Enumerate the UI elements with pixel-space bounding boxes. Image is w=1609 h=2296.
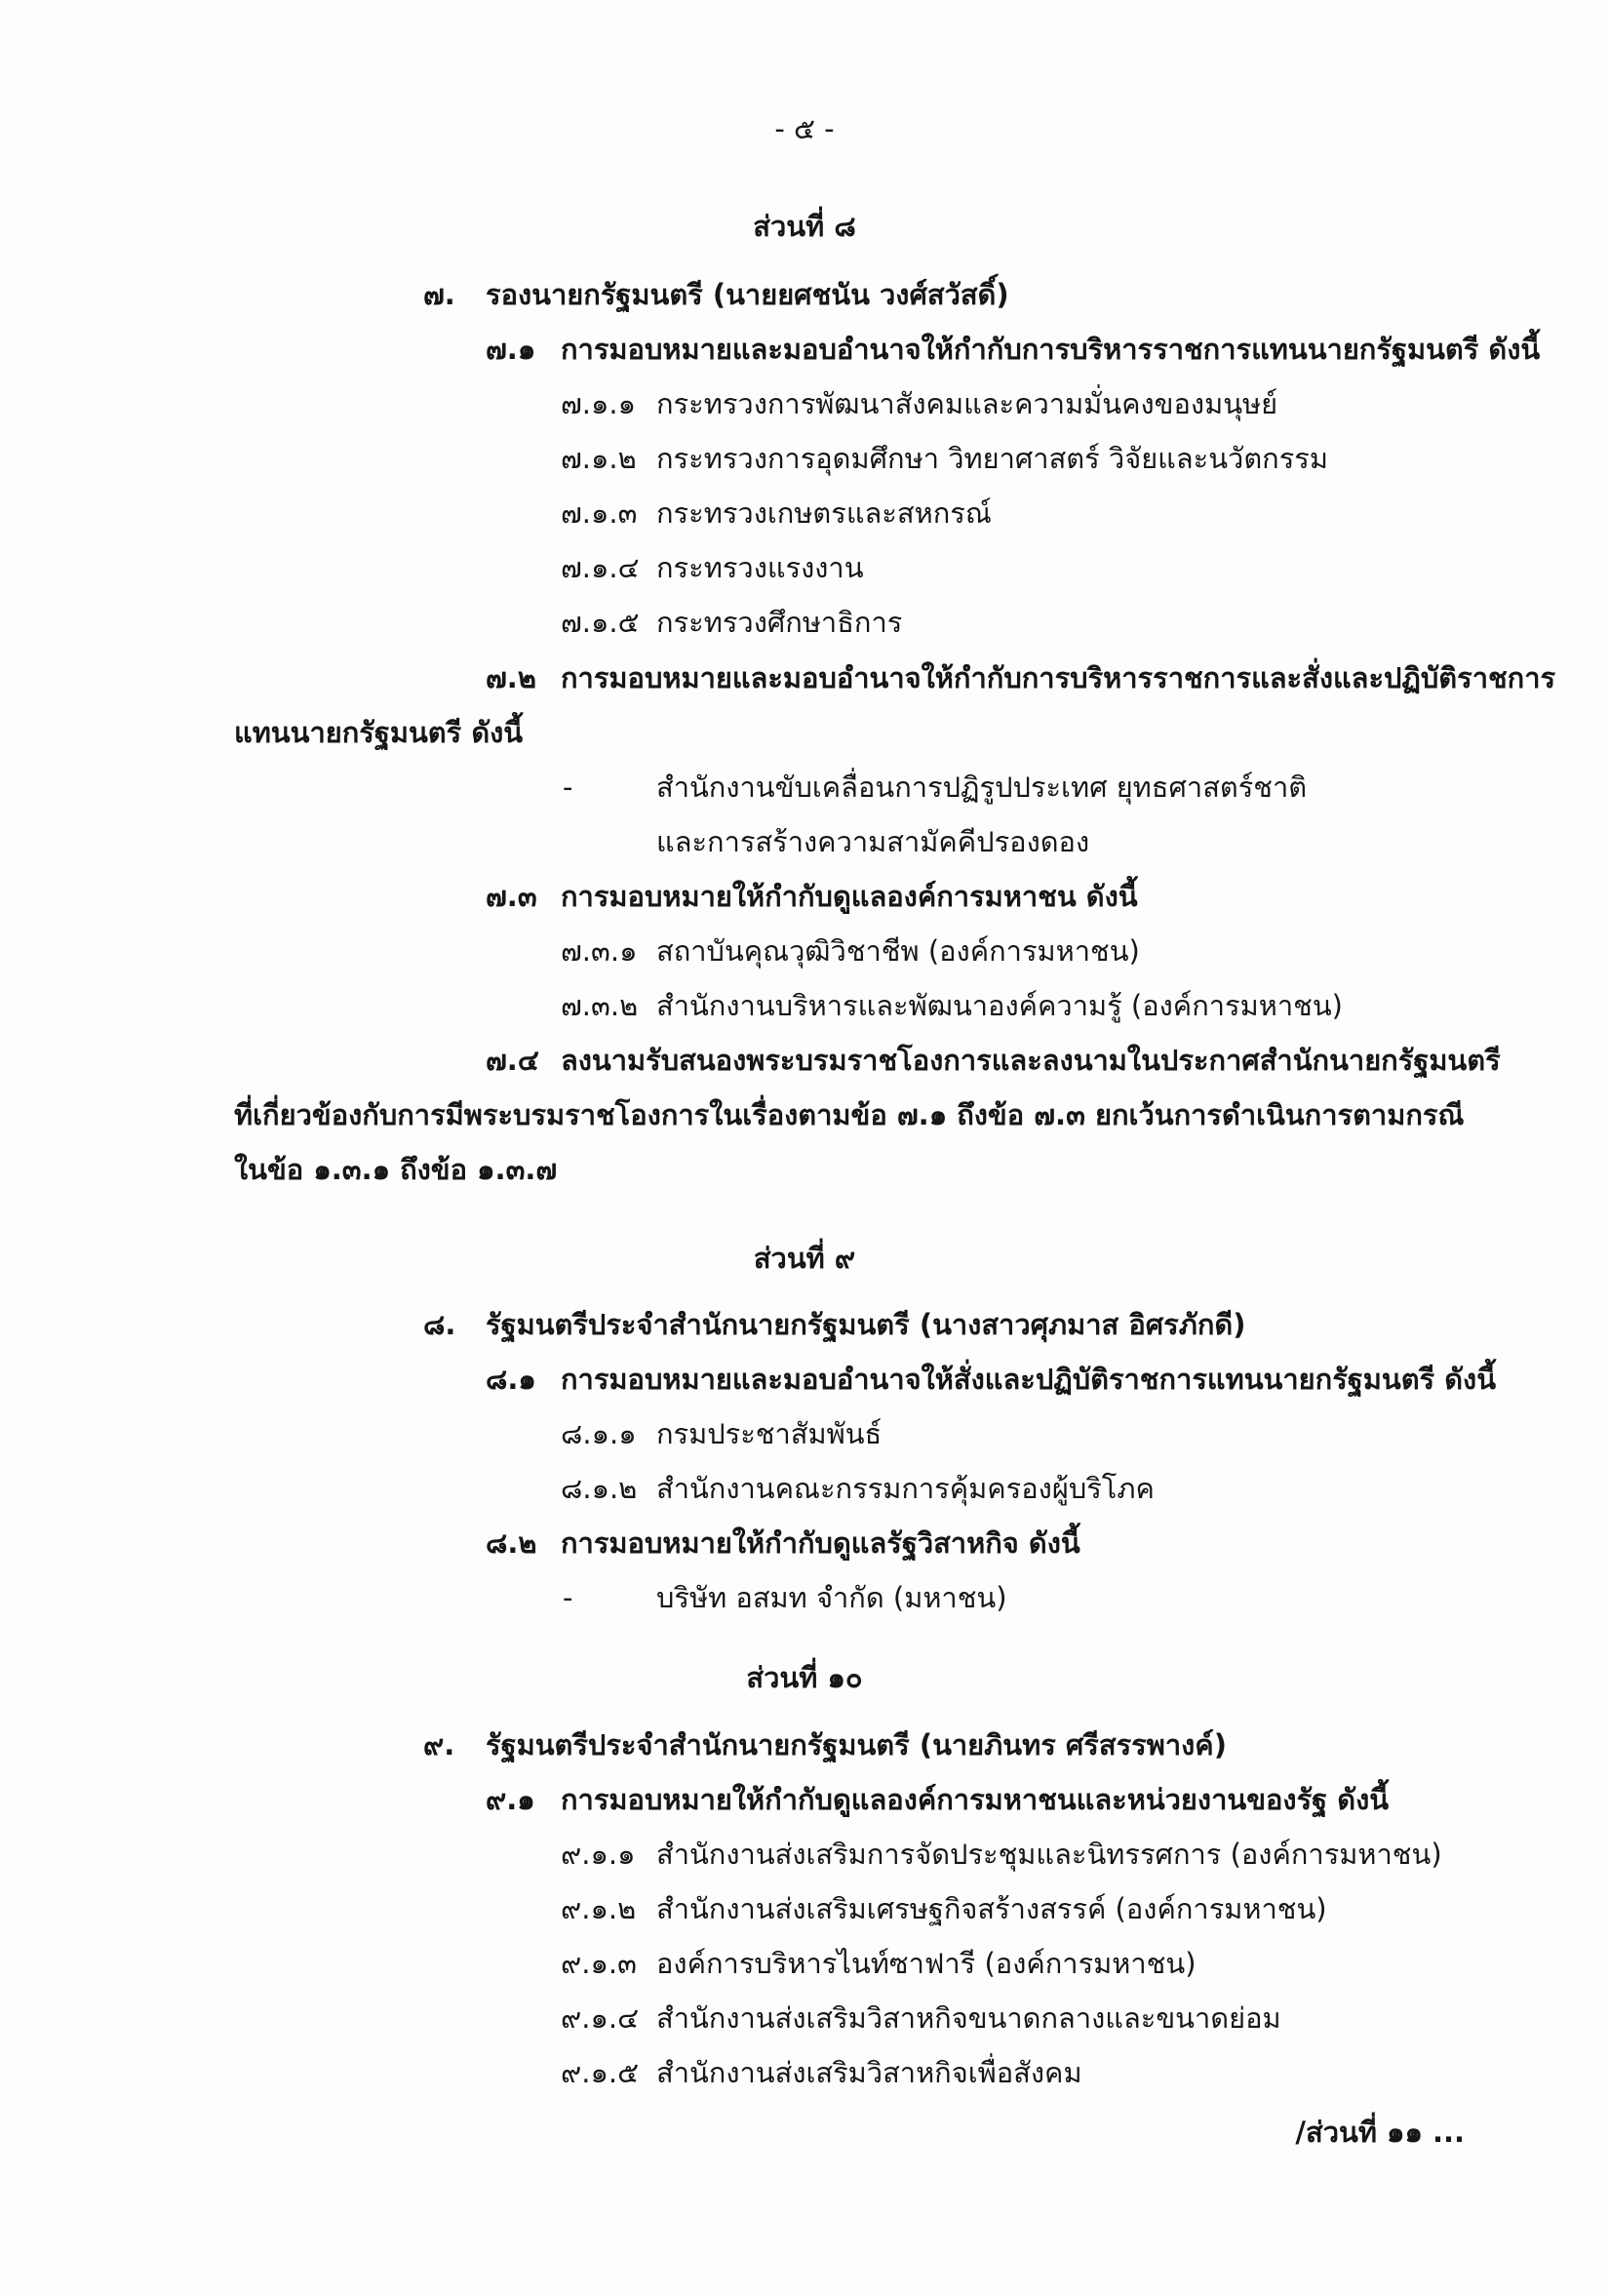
item-heading — [0, 877, 1609, 916]
item-text: การมอบหมายและมอบอำนาจให้กำกับการบริหารราชการแทนนายกรัฐมนตรี ดังนี้ — [561, 333, 1541, 366]
sub-item-number: ๗.๓.๑ — [561, 934, 638, 968]
sub-item-text: กระทรวงการพัฒนาสังคมและความมั่นคงของมนุษย์ — [656, 387, 1278, 420]
item-number: ๗.๑ — [486, 333, 536, 366]
sub-item — [0, 1414, 1609, 1453]
dash-item-text: บริษัท อสมท จำกัด (มหาชน) — [656, 1581, 1007, 1614]
sub-item-text: กระทรวงการอุดมศึกษา วิทยาศาสตร์ วิจัยและนวัตกรรม — [656, 442, 1328, 475]
minister-heading — [0, 1305, 1609, 1344]
sub-item-text: สำนักงานส่งเสริมเศรษฐกิจสร้างสรรค์ (องค์การมหาชน) — [656, 1892, 1327, 1925]
minister-title: รองนายกรัฐมนตรี (นายยศชนัน วงศ์สวัสดิ์) — [486, 278, 1009, 311]
item-number: ๘.๑ — [486, 1363, 536, 1396]
minister-number: ๗. — [423, 278, 455, 311]
sub-item-number: ๙.๑.๔ — [561, 2001, 640, 2035]
sub-item — [0, 603, 1609, 642]
dash-bullet: - — [563, 1581, 573, 1614]
item-heading — [0, 1780, 1609, 1819]
minister-title: รัฐมนตรีประจำสำนักนายกรัฐมนตรี (นายภินทร ศรีสรรพางค์) — [486, 1728, 1227, 1762]
sub-item — [0, 439, 1609, 478]
item-continuation: ในข้อ ๑.๓.๑ ถึงข้อ ๑.๓.๗ — [234, 1153, 558, 1186]
minister-heading — [0, 1725, 1609, 1764]
item-text: การมอบหมายและมอบอำนาจให้กำกับการบริหารราชการและสั่งและปฏิบัติราชการ — [561, 661, 1556, 694]
sub-item-number: ๙.๑.๓ — [561, 1947, 637, 1980]
sub-item — [0, 1889, 1609, 1928]
sub-item — [0, 548, 1609, 587]
item-continuation: ที่เกี่ยวข้องกับการมีพระบรมราชโองการในเรื่องตามข้อ ๗.๑ ถึงข้อ ๗.๓ ยกเว้นการดำเนินการตามกรณี — [234, 1098, 1465, 1131]
section-heading: ส่วนที่ ๑๐ — [746, 1661, 863, 1694]
sub-item-number: ๘.๑.๑ — [561, 1417, 637, 1450]
sub-item — [0, 1835, 1609, 1874]
sub-item — [0, 494, 1609, 533]
sub-item — [0, 986, 1609, 1025]
sub-item-number: ๙.๑.๒ — [561, 1892, 637, 1925]
item-number: ๙.๑ — [486, 1783, 535, 1816]
minister-title: รัฐมนตรีประจำสำนักนายกรัฐมนตรี (นางสาวศุภมาส อิศรภักดี) — [486, 1308, 1246, 1341]
sub-item-number: ๘.๑.๒ — [561, 1472, 638, 1505]
sub-item-number: ๙.๑.๕ — [561, 2056, 640, 2089]
sub-item — [0, 384, 1609, 423]
sub-item — [0, 1944, 1609, 1983]
item-text: การมอบหมายและมอบอำนาจให้สั่งและปฏิบัติราชการแทนนายกรัฐมนตรี ดังนี้ — [561, 1363, 1497, 1396]
dash-item-text: สำนักงานขับเคลื่อนการปฏิรูปประเทศ ยุทธศาสตร์ชาติ — [656, 771, 1308, 804]
sub-item-number: ๗.๑.๕ — [561, 606, 640, 639]
sub-item-number: ๗.๑.๔ — [561, 551, 640, 584]
dash-item — [0, 768, 1609, 807]
item-continuation: แทนนายกรัฐมนตรี ดังนี้ — [234, 716, 524, 749]
sub-item-text: องค์การบริหารไนท์ซาฟารี (องค์การมหาชน) — [656, 1947, 1197, 1980]
item-text: ลงนามรับสนองพระบรมราชโองการและลงนามในประกาศสำนักนายกรัฐมนตรี — [561, 1044, 1501, 1077]
sub-item-number: ๗.๑.๑ — [561, 387, 637, 420]
item-heading — [0, 330, 1609, 369]
sub-item-text: สำนักงานส่งเสริมวิสาหกิจเพื่อสังคม — [656, 2056, 1082, 2089]
sub-item-text: กระทรวงเกษตรและสหกรณ์ — [656, 496, 992, 530]
item-heading — [0, 1041, 1609, 1080]
dash-item-text-continued: และการสร้างความสามัคคีปรองดอง — [656, 825, 1090, 858]
sub-item — [0, 931, 1609, 970]
sub-item-text: สำนักงานส่งเสริมการจัดประชุมและนิทรรศการ (องค์การมหาชน) — [656, 1838, 1442, 1871]
section-heading: ส่วนที่ ๙ — [753, 1242, 856, 1275]
page-number: - ๕ - — [774, 112, 835, 145]
item-number: ๗.๓ — [486, 880, 537, 913]
section-heading: ส่วนที่ ๘ — [753, 210, 856, 243]
minister-number: ๙. — [423, 1728, 455, 1762]
item-text: การมอบหมายให้กำกับดูแลองค์การมหาชนและหน่วยงานของรัฐ ดังนี้ — [561, 1783, 1390, 1816]
dash-bullet: - — [563, 771, 573, 804]
sub-item-text: สำนักงานส่งเสริมวิสาหกิจขนาดกลางและขนาดย่อม — [656, 2001, 1281, 2035]
sub-item-text: สถาบันคุณวุฒิวิชาชีพ (องค์การมหาชน) — [656, 934, 1140, 968]
minister-number: ๘. — [423, 1308, 456, 1341]
sub-item-text: กรมประชาสัมพันธ์ — [656, 1417, 883, 1450]
minister-heading — [0, 275, 1609, 314]
page-continuation: /ส่วนที่ ๑๑ ... — [1295, 2116, 1465, 2149]
sub-item-text: สำนักงานบริหารและพัฒนาองค์ความรู้ (องค์การมหาชน) — [656, 989, 1343, 1022]
sub-item-number: ๗.๑.๒ — [561, 442, 637, 475]
sub-item-number: ๗.๑.๓ — [561, 496, 638, 530]
item-heading — [0, 1360, 1609, 1399]
item-text: การมอบหมายให้กำกับดูแลองค์การมหาชน ดังนี้ — [561, 880, 1138, 913]
item-text: การมอบหมายให้กำกับดูแลรัฐวิสาหกิจ ดังนี้ — [561, 1526, 1080, 1560]
sub-item — [0, 1999, 1609, 2038]
item-number: ๗.๔ — [486, 1044, 539, 1077]
item-heading — [0, 658, 1609, 697]
dash-item — [0, 1578, 1609, 1617]
sub-item — [0, 1469, 1609, 1508]
item-number: ๗.๒ — [486, 661, 536, 694]
sub-item-text: กระทรวงศึกษาธิการ — [656, 606, 903, 639]
sub-item-text: กระทรวงแรงงาน — [656, 551, 864, 584]
item-heading — [0, 1524, 1609, 1563]
sub-item-text: สำนักงานคณะกรรมการคุ้มครองผู้บริโภค — [656, 1472, 1155, 1505]
sub-item-number: ๙.๑.๑ — [561, 1838, 636, 1871]
sub-item — [0, 2053, 1609, 2092]
item-number: ๘.๒ — [486, 1526, 537, 1560]
sub-item-number: ๗.๓.๒ — [561, 989, 639, 1022]
